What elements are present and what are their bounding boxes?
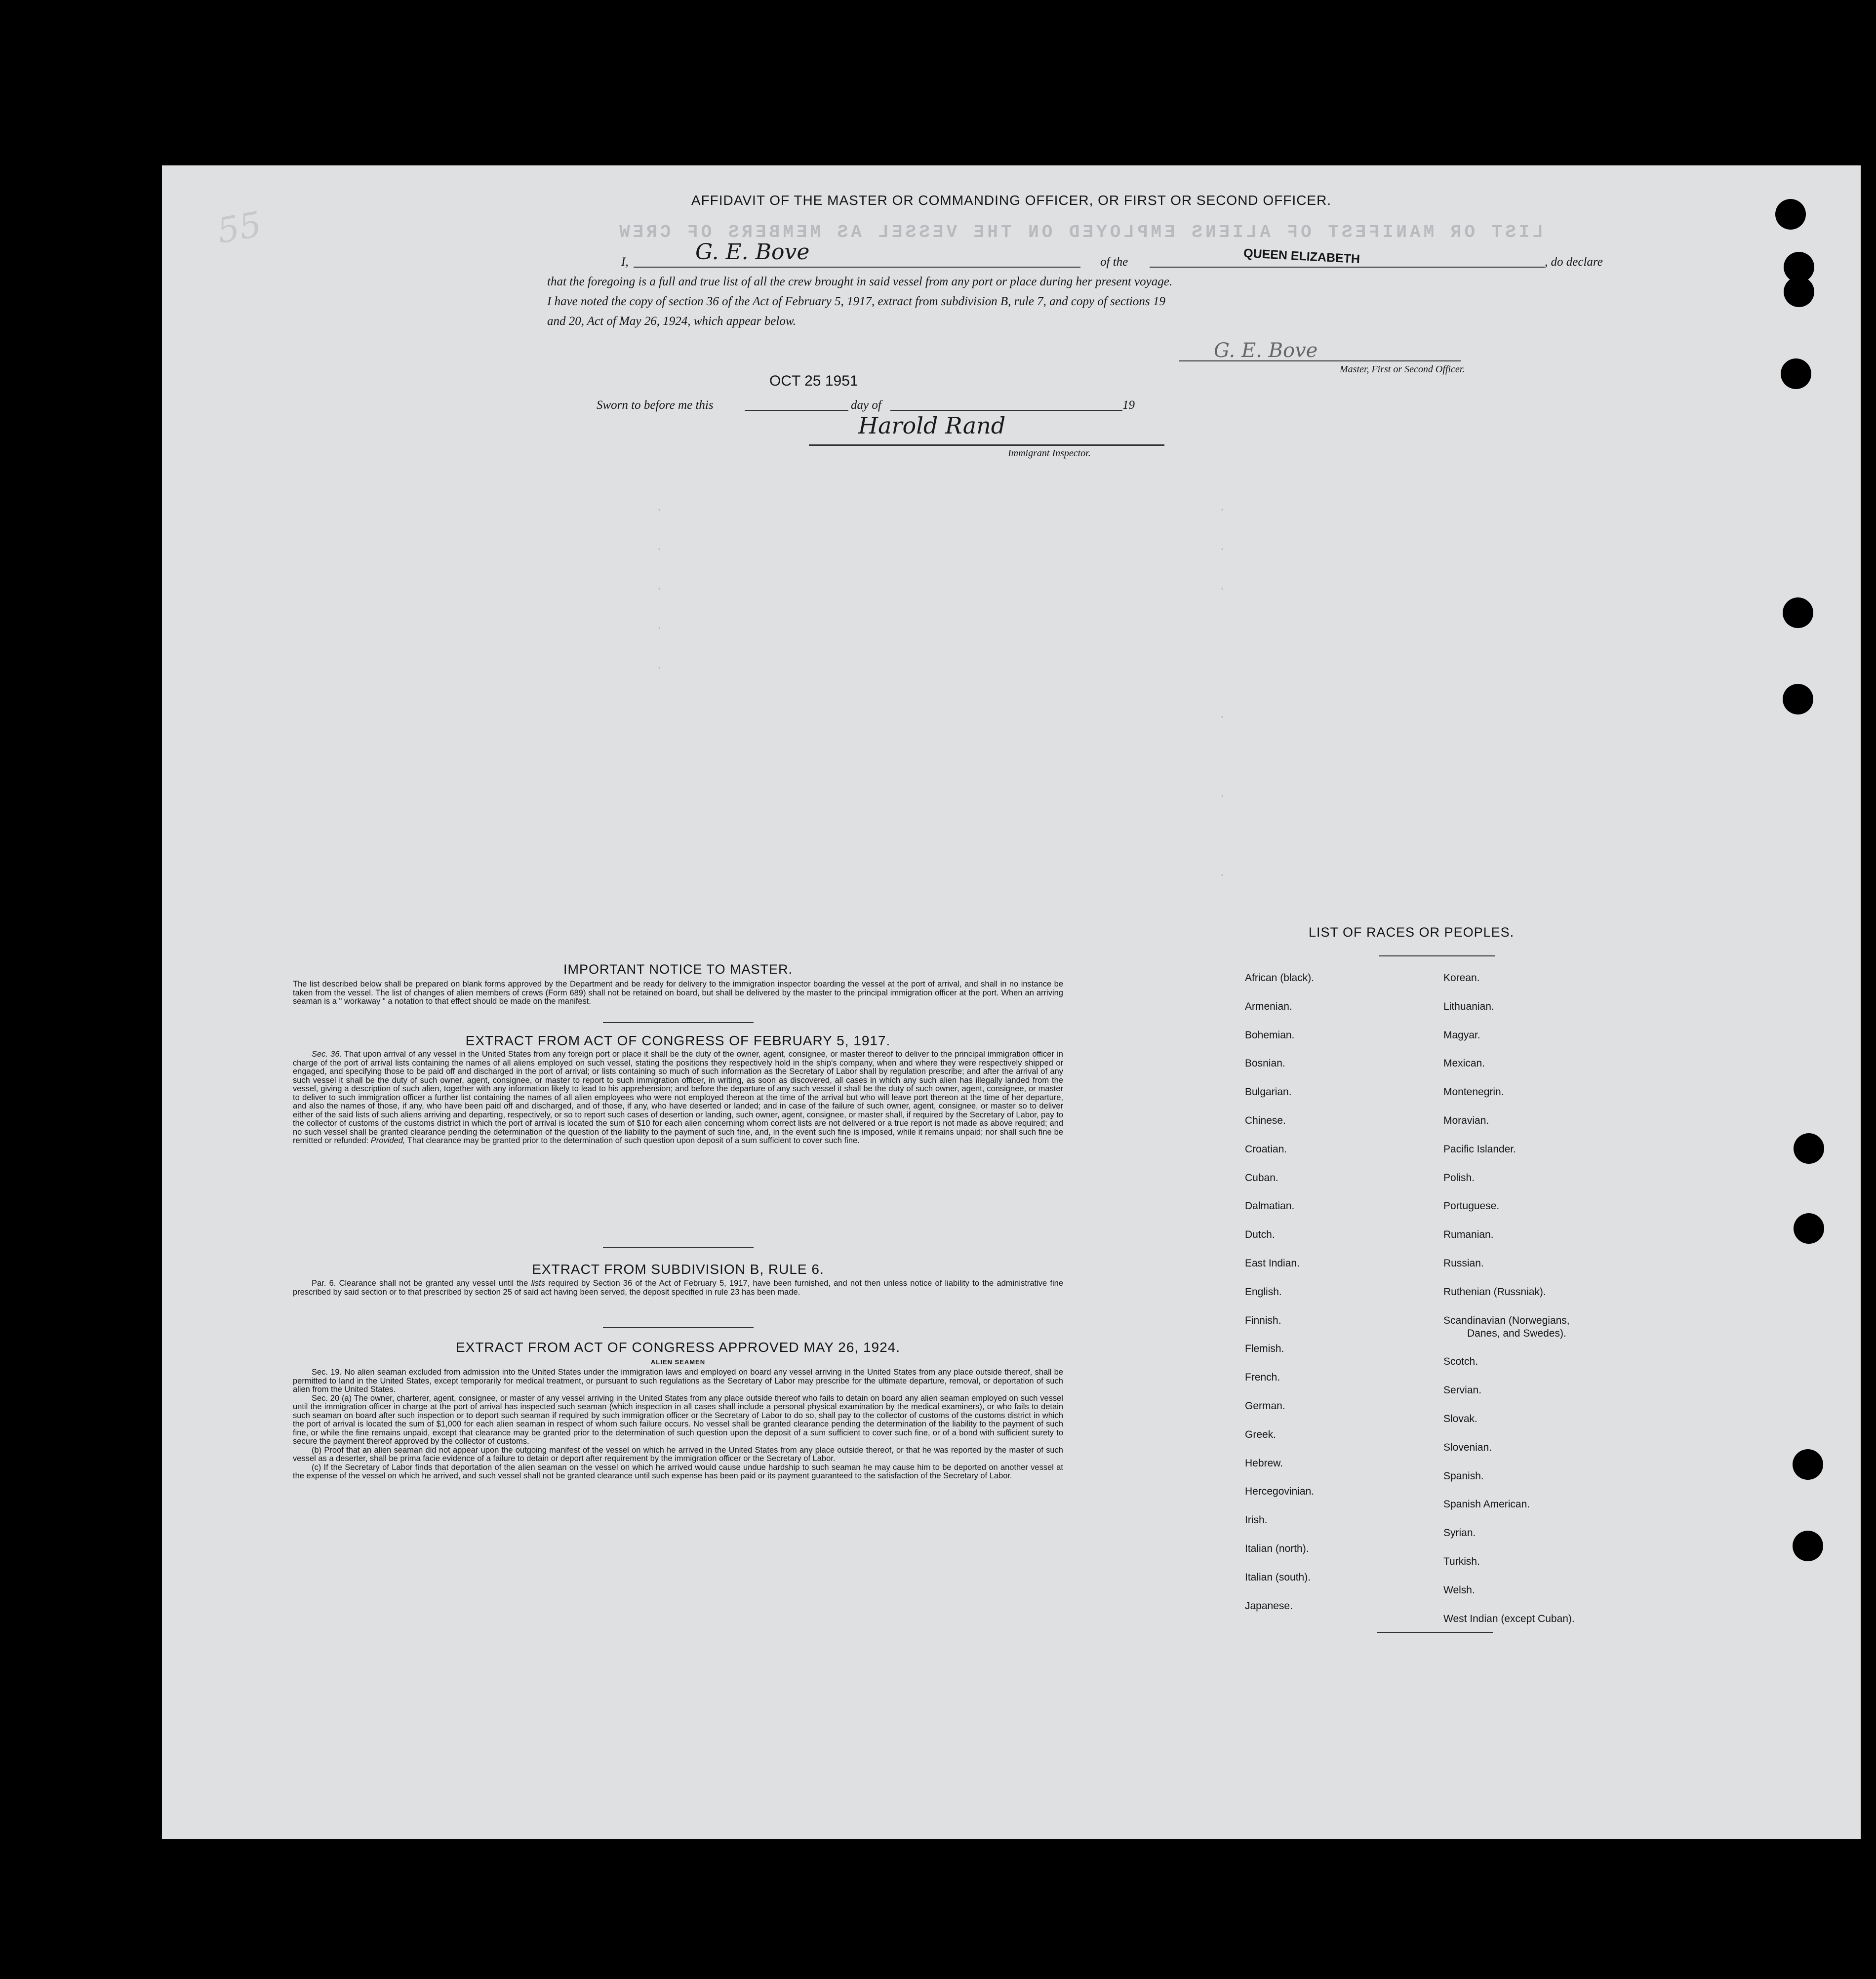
race-item: Spanish.	[1443, 1470, 1484, 1482]
affidavit-title: AFFIDAVIT OF THE MASTER OR COMMANDING OFFICER, OR FIRST OR SECOND OFFICER.	[691, 193, 1332, 208]
race-item: French.	[1245, 1372, 1280, 1384]
extract-1924-text	[293, 1368, 1063, 1481]
race-item: Spanish American.	[1443, 1499, 1530, 1510]
race-item: Hebrew.	[1245, 1457, 1283, 1469]
race-item: Scandinavian (Norwegians,	[1443, 1314, 1570, 1326]
punch-hole	[1783, 684, 1813, 714]
master-caption: Master, First or Second Officer.	[1340, 364, 1465, 375]
race-item: Flemish.	[1245, 1343, 1284, 1355]
race-item: Magyar.	[1443, 1029, 1480, 1041]
race-item: Korean.	[1443, 972, 1480, 984]
sworn-day-line	[745, 410, 848, 411]
race-item: African (black).	[1245, 972, 1315, 984]
sec-20a-body: The owner, charterer, agent, consignee, or master of any vessel arriving in the United States from any place outside thereof who fails to detain on board any alien seaman employed on such vessel until the immigration officer in charge at the port of arrival has inspected such seaman (which inspection in all cases shall include a personal physical examination by the medical examiners), or who fails to detain such seaman on board after such inspection or to deport such seaman if required by such immigration officer or the Secretary of Labor to do so, shall pay to the collector of customs of the customs district in which the port of arrival is located the sum of $1,000 for each alien seaman in respect of whom such failure occurs. No vessel shall be granted clearance pending the determination of the liability to the payment of such fine, or while the fine remains unpaid, except that clearance may be granted prior to the determination of such question upon the deposit of a sum sufficient to cover such fine, or of a bond with sufficient surety to secure the payment thereof approved by the collector of customs.	[293, 1393, 1063, 1446]
notice-text: The list described below shall be prepared on blank forms approved by the Department and be ready for delivery to the immigration inspector boarding the vessel at the port of arrival, and shall in no instance be taken from the vessel. The list of changes of alien members of crews (Form 689) shall not be retained on board, but shall be delivered by the master to the principal immigration officer at the port. When an arriving seaman is a " workaway " a notation to that effect should be made on the manifest.	[293, 980, 1063, 1006]
race-item: Turkish.	[1443, 1556, 1480, 1567]
race-item: Servian.	[1443, 1385, 1482, 1396]
punch-hole	[1793, 1531, 1823, 1561]
race-item: Hercegovinian.	[1245, 1486, 1315, 1498]
race-item: Moravian.	[1443, 1115, 1489, 1126]
sec-19-label: Sec. 19.	[312, 1368, 342, 1377]
race-item: Slovak.	[1443, 1413, 1477, 1425]
sec-36-label: Sec. 36.	[312, 1050, 342, 1059]
race-item: Portuguese.	[1443, 1200, 1500, 1212]
race-item: Italian (south).	[1245, 1571, 1311, 1583]
alien-seamen-subtitle: ALIEN SEAMEN	[650, 1358, 706, 1366]
race-item: Irish.	[1245, 1514, 1268, 1526]
lists-word: lists	[531, 1279, 545, 1288]
extract-rule6-title: EXTRACT FROM SUBDIVISION B, RULE 6.	[532, 1262, 824, 1277]
punch-hole	[1784, 277, 1814, 307]
sec-19-body: No alien seaman excluded from admission into the United States under the immigration laws and employed on board any vessel arriving in the United States from any place outside thereof, shall be permitted to land in the United States, except temporarily for medical treatment, or pursuant to such regulations as the Secretary of Labor may prescribe for the ultimate departure, removal, or deportation of such alien from the United States.	[293, 1368, 1064, 1394]
sec-20c-body: If the Secretary of Labor finds that deportation of the alien seaman on the vessel on which he arrived would cause undue hardship to such seaman he may cause him to be deported on another vessel at the expense of the vessel on which he arrived, and such vessel shall not be granted clearance until such expense has been paid or its payment guaranteed to the satisfaction of the Secretary of Labor.	[293, 1463, 1063, 1480]
par-6-label: Par. 6.	[312, 1279, 336, 1288]
declarant-signature: G. E. Bove	[695, 239, 810, 265]
sec-36-body: That upon arrival of any vessel in the United States from any foreign port or place it shall be the duty of the owner, agent, consignee, or master thereof to deliver to the principal immigration officer in charge of the port of arrival lists containing the names of all aliens employed on such vessel, stating the positions they respectively hold in the ship's company, when and where they were respectively shipped or engaged, and specifying those to be paid off and discharged in the port of arrival; or lists containing so much of such information as the Secretary of Labor shall by regulation prescribe; and after the arrival of any such vessel it shall be the duty of such owner, agent, consignee, or master to report to such immigration officer, in writing, as soon as discovered, all cases in which any such alien has illegally landed from the vessel, giving a description of such alien, together with any information likely to lead to his apprehension; and before the departure of any such vessel it shall be the duty of such owner, agent, consignee, or master to deliver to such immigration officer a further list containing the names of all alien employees who were not employed thereon at the time of the arrival but who will leave port thereon at the time of her departure, and also the names of those, if any, who have been paid off and discharged, and of those, if any, who have deserted or landed; and in case of the failure of such owner, agent, consignee, or master so to deliver either of the said lists of such aliens arriving and departing, respectively, or so to report such cases of desertion or landing, such owner, agent, consignee, or master shall, if required by the Secretary of Labor, pay to the collector of customs of the customs district in which the port of arrival is located the sum of $10 for each alien concerning whom correct lists are not delivered or a true report is not made as above required; and no such vessel shall be granted clearance pending the determination of the question of the liability to the payment of such fine, and, in the event such fine is imposed, while it remains unpaid; nor shall such fine be remitted or refunded:	[293, 1050, 1063, 1145]
proviso-text: That clearance may be granted prior to the determination of such question upon deposit of a sum sufficient to cover such fine.	[407, 1136, 860, 1145]
margin-number: 55	[214, 203, 265, 252]
punch-hole	[1794, 1213, 1824, 1244]
race-item: Greek.	[1245, 1428, 1277, 1440]
extract-1917-text	[293, 1050, 1063, 1146]
sec-20b-label: (b)	[312, 1445, 322, 1455]
divider-1	[603, 1022, 754, 1023]
race-item: Croatian.	[1245, 1143, 1287, 1155]
race-item: Mexican.	[1443, 1058, 1485, 1069]
inspector-caption: Immigrant Inspector.	[1008, 448, 1091, 459]
punch-hole	[1783, 597, 1813, 628]
race-item: Polish.	[1443, 1172, 1475, 1184]
punch-hole	[1775, 199, 1806, 230]
declarant-line	[634, 267, 1080, 268]
sec-20a-label: Sec. 20 (a)	[312, 1393, 352, 1403]
proviso-label: Provided,	[370, 1136, 405, 1145]
race-item: Syrian.	[1443, 1527, 1476, 1539]
race-item: Slovenian.	[1443, 1441, 1492, 1453]
extract-1924-title: EXTRACT FROM ACT OF CONGRESS APPROVED MAY 26, 1924.	[455, 1340, 901, 1355]
race-item: Chinese.	[1245, 1115, 1286, 1126]
par-6-body-b: required by Section 36 of the Act of February 5, 1917, have been furnished, and not then unless notice of liability to the administrative fine prescribed by said section or to that prescribed by section 25 of said act having been served, the deposit specified in rule 23 has been made.	[293, 1279, 1064, 1297]
show-through-title: LIST OR MANIFEST OF ALIENS EMPLOYED ON THE VESSEL AS MEMBERS OF CREW	[616, 222, 1544, 242]
races-divider	[1379, 955, 1495, 956]
inspector-signature-line	[809, 444, 1164, 446]
divider-2	[603, 1247, 754, 1248]
race-item: German.	[1245, 1400, 1285, 1412]
inspector-signature: Harold Rand	[858, 412, 1006, 439]
race-item: Welsh.	[1443, 1584, 1475, 1596]
race-item: Bosnian.	[1245, 1058, 1285, 1069]
race-item: Bohemian.	[1245, 1029, 1295, 1041]
par-6-body-a: Clearance shall not be granted any vessel until the	[339, 1279, 528, 1288]
notice-title: IMPORTANT NOTICE TO MASTER.	[563, 962, 793, 977]
race-item: Armenian.	[1245, 1000, 1292, 1012]
race-item: Japanese.	[1245, 1600, 1293, 1612]
race-item: Russian.	[1443, 1258, 1484, 1269]
race-item: Montenegrin.	[1443, 1086, 1504, 1098]
race-item: Italian (north).	[1245, 1543, 1309, 1554]
affidavit-line-4: and 20, Act of May 26, 1924, which appear below.	[547, 315, 796, 328]
race-item: Dalmatian.	[1245, 1200, 1295, 1212]
race-item: Dutch.	[1245, 1229, 1275, 1241]
race-item: Ruthenian (Russniak).	[1443, 1286, 1546, 1298]
vessel-name: QUEEN ELIZABETH	[1243, 246, 1360, 267]
extract-1917-title: EXTRACT FROM ACT OF CONGRESS OF FEBRUARY 5, 1917.	[465, 1033, 891, 1048]
sworn-month-line	[890, 410, 1122, 411]
sworn-label: Sworn to before me this	[597, 398, 714, 412]
race-item: Scotch.	[1443, 1356, 1478, 1368]
date-stamp: OCT 25 1951	[769, 373, 858, 389]
extract-rule6-text	[293, 1279, 1063, 1297]
day-of-label: day of	[851, 398, 881, 412]
punch-hole	[1793, 1449, 1823, 1480]
race-item: Lithuanian.	[1443, 1000, 1494, 1012]
races-bottom-divider	[1377, 1632, 1493, 1633]
divider-3	[603, 1327, 754, 1328]
race-item: English.	[1245, 1286, 1282, 1298]
vessel-line	[1150, 267, 1545, 268]
race-item: Bulgarian.	[1245, 1086, 1292, 1098]
year-label: 19	[1122, 398, 1135, 412]
master-signature: G. E. Bove	[1214, 339, 1318, 362]
sec-20c-label: (c)	[312, 1463, 321, 1472]
punch-hole	[1794, 1133, 1824, 1164]
sec-20b-body: Proof that an alien seaman did not appear upon the outgoing manifest of the vessel on which he arrived in the United States from any place outside thereof, or that he was reported by the master of such vessel as a deserter, shall be prima facie evidence of a failure to detain or deport after requirement by the immigration officer or the Secretary of Labor.	[293, 1445, 1063, 1463]
affidavit-i-label: I,	[621, 255, 629, 269]
do-declare-label: , do declare	[1545, 255, 1603, 269]
race-item: Cuban.	[1245, 1172, 1278, 1184]
race-item: Finnish.	[1245, 1314, 1281, 1326]
punch-hole	[1781, 358, 1811, 389]
affidavit-line-3: I have noted the copy of section 36 of the Act of February 5, 1917, extract from subdivision B, rule 7, and copy of sections 19	[547, 295, 1165, 308]
affidavit-line-2: that the foregoing is a full and true list of all the crew brought in said vessel from any port or place during her present voyage.	[547, 275, 1173, 288]
race-item: Rumanian.	[1443, 1229, 1494, 1241]
of-the-label: of the	[1100, 255, 1128, 269]
race-item: Danes, and Swedes).	[1467, 1327, 1566, 1339]
race-item: Pacific Islander.	[1443, 1143, 1517, 1155]
race-item: West Indian (except Cuban).	[1443, 1613, 1575, 1624]
races-title: LIST OF RACES OR PEOPLES.	[1309, 925, 1515, 940]
document-page: LIST OR MANIFEST OF ALIENS EMPLOYED ON THE VESSEL AS MEMBERS OF CREW AFFIDAVIT OF THE MASTER OR COMMANDING OFFICER, OR FIRST OR SECOND OFFICER. I, G. E. Bove of the QUEEN ELIZABETH , do declare that the foregoing is a full and true list of all the crew brought in said vessel from any port or place during her present voyage. I have noted the copy of section 36 of the Act of February 5, 1917, extract from subdivision B, rule 7, and copy of sections 19 and 20, Act of May 26, 1924, which appear below. G. E. Bove Master, First or Second Officer. OCT 25 1951 Sworn to before me this day of 19 Harold Rand Immigrant Inspector. . . . . . . . . . . . IMPORTANT NOTICE TO MASTER. The list described below shall be prepared on blank forms approved by the Department and be ready for delivery to the immigration inspector boarding the vessel at the port of arrival, and shall in no instance be taken from the vessel. The list of changes of alien members of crews (Form 689) shall not be retained on board, but shall be delivered by the master to the principal immigration officer at the port. When an arriving seaman is a " workaway " a notation to that effect should be made on the manifest. EXTRACT FROM ACT OF CONGRESS OF FEBRUARY 5, 1917. Sec. 36. That upon arrival of any vessel in the United States from any foreign port or place it shall be the duty of the owner, agent, consignee, or master thereof to deliver to the principal immigration officer in charge of the port of arrival lists containing the names of all aliens employed on such vessel, stating the positions they respectively hold in the ship's company, when and where they were respectively shipped or engaged, and specifying those to be paid off and discharged in the port of arrival; or lists containing so much of such information as the Secretary of Labor shall by regulation prescribe; and after the arrival of any such vessel it shall be the duty of such owner, agent, consignee, or master to report to such immigration officer, in writing, as soon as discovered, all cases in which any such alien has illegally landed from the vessel, giving a description of such alien, together with any information likely to lead to his apprehension; and before the departure of any such vessel it shall be the duty of such owner, agent, consignee, or master to deliver to such immigration officer a further list containing the names of all alien employees who were not employed thereon at the time of the arrival but who will leave port thereon at the time of her departure, and also the names of those, if any, who have been paid off and discharged, and of those, if any, who have deserted or landed; and in case of the failure of such owner, agent, consignee, or master so to deliver either of the said lists of such aliens arriving and departing, respectively, or so to report such cases of desertion or landing, such owner, agent, consignee, or master shall, if required by the Secretary of Labor, pay to the collector of customs of the customs district in which the port of arrival is located the sum of $10 for each alien concerning whom correct lists are not delivered or a true report is not made as above required; and no such vessel shall be granted clearance pending the determination of the question of the liability to the payment of such fine, and, in the event such fine is imposed, while it remains unpaid; nor shall such fine be remitted or refunded: Provided, That clearance may be granted prior to the determination of such question upon deposit of a sum sufficient to cover such fine. EXTRACT FROM SUBDIVISION B, RULE 6. Par. 6. Clearance shall not be granted any vessel until the lists required by Section 36 of the Act of February 5, 1917, have been furnished, and not then unless notice of liability to the administrative fine prescribed by said section or to that prescribed by section 25 of said act having been served, the deposit specified in rule 23 has been made. EXTRACT FROM ACT OF CONGRESS APPROVED MAY 26, 1924. ALIEN SEAMEN Sec. 19. No alien seaman excluded from admission into the United States under the immigration laws and employed on board any vessel arriving in the United States from any place outside thereof, shall be permitted to land in the United States, except temporarily for medical treatment, or pursuant to such regulations as the Secretary of Labor may prescribe for the ultimate departure, removal, or deportation of such alien from the United States. Sec. 20 (a) The owner, charterer, agent, consignee, or master of any vessel arriving in the United States from any place outside thereof who fails to detain on board any alien seaman employed on such vessel until the immigration officer in charge at the port of arrival has inspected such seaman (which inspection in all cases shall include a personal physical examination by the medical examiners), or who fails to detain such seaman on board after such inspection or to deport such seaman if required by such immigration officer or the Secretary of Labor to do so, shall pay to the collector of customs of the customs district in which the port of arrival is located the sum of $1,000 for each alien seaman in respect of whom such failure occurs. No vessel shall be granted clearance pending the determination of the liability to the payment of such fine, or while the fine remains unpaid, except that clearance may be granted prior to the determination of such question upon the deposit of a sum sufficient to cover such fine, or of a bond with sufficient surety to secure the payment thereof approved by the collector of customs. (b) Proof that an alien seaman did not appear upon the outgoing manifest of the vessel on which he arrived in the United States from any place outside thereof, or that he was reported by the master of such vessel as a deserter, shall be prima facie evidence of a failure to detain or deport after requirement by the immigration officer or the Secretary of Labor. (c) If the Secretary of Labor finds that deportation of the alien seaman on the vessel on which he arrived would cause undue hardship to such seaman he may cause him to be deported on another vessel at the expense of the vessel on which he arrived, and such vessel shall not be granted clearance until such expense has been paid or its payment guaranteed to the satisfaction of the Secretary of Labor. LIST OF RACES OR PEOPLES. African (black). Armenian. Bohemian. Bosnian. Bulgarian. Chinese. Croatian. Cuban. Dalmatian. Dutch. East Indian. English. Finnish. Flemish. French. German. Greek. Hebrew. Hercegovinian. Irish. Italian (north). Italian (south). Japanese. Korean. Lithuanian. Magyar. Mexican. Montenegrin. Moravian. Pacific Islander. Polish. Portuguese. Rumanian. Russian. Ruthenian (Russniak). Scandinavian (Norwegians, Danes, and Swedes). Scotch. Servian. Slovak. Slovenian. Spanish. Spanish American. Syrian. Turkish. Welsh. West Indian (except Cuban).	[162, 165, 1861, 1839]
race-item: East Indian.	[1245, 1258, 1300, 1269]
